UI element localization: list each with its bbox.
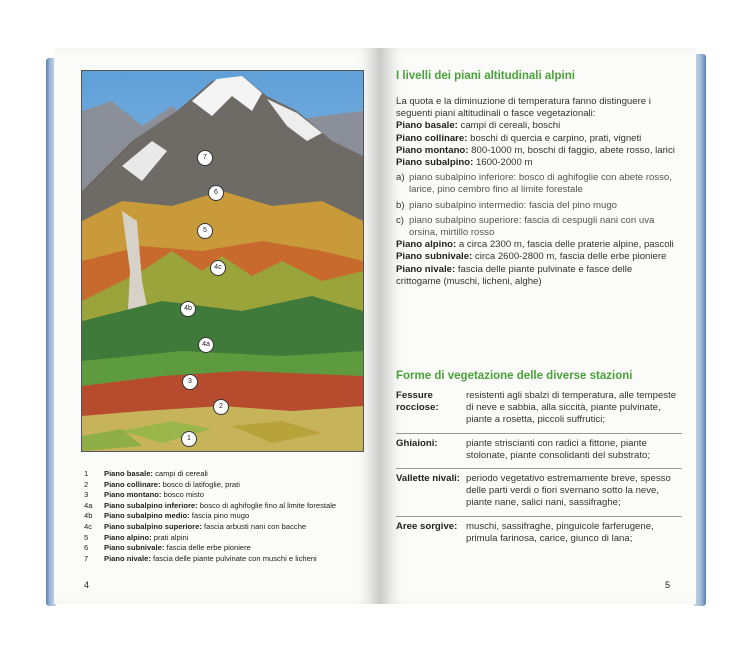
form-description: periodo vegetativo estremamente breve, spesso delle parti verdi o fiori svernano sotto la neve, piante nane, salici nani, sassifraghe; bbox=[466, 473, 671, 509]
level-entry bbox=[396, 239, 676, 251]
sublevel-label: a) bbox=[396, 172, 405, 184]
level-marker: 4c bbox=[210, 260, 226, 276]
row-divider bbox=[396, 433, 682, 434]
legend-entry bbox=[104, 480, 240, 491]
legend-entry bbox=[104, 533, 188, 544]
legend-term: Piano alpino: bbox=[104, 532, 152, 542]
legend-row bbox=[84, 501, 374, 512]
legend-text: fascia delle piante pulvinate con muschi e licheni bbox=[150, 553, 317, 563]
level-term: Piano alpino: bbox=[396, 239, 457, 251]
level-marker: 4b bbox=[180, 301, 196, 317]
legend-entry bbox=[104, 511, 249, 522]
level-text: boschi di quercia e carpino, prati, vigneti bbox=[467, 132, 642, 144]
form-row bbox=[396, 438, 682, 462]
left-page bbox=[54, 48, 380, 604]
level-text: campi di cereali, boschi bbox=[457, 120, 561, 132]
level-marker: 2 bbox=[213, 399, 229, 415]
row-divider bbox=[396, 468, 682, 469]
legend-number: 6 bbox=[84, 543, 89, 553]
levels-list-2 bbox=[396, 239, 676, 288]
legend-number: 3 bbox=[84, 490, 89, 500]
legend-row bbox=[84, 469, 374, 480]
legend-term: Piano collinare: bbox=[104, 479, 161, 489]
form-term: Aree sorgive: bbox=[396, 520, 458, 532]
level-marker: 3 bbox=[182, 374, 198, 390]
page-number-right: 5 bbox=[664, 580, 670, 590]
level-term: Piano collinare: bbox=[396, 132, 468, 144]
legend-row bbox=[84, 511, 374, 522]
legend-row bbox=[84, 543, 374, 554]
legend-number: 4c bbox=[84, 521, 93, 531]
sublevel-text: piano subalpino intermedio: fascia del pino mugo bbox=[409, 199, 617, 211]
sublevel-text: piano subalpino superiore: fascia di cespugli nani con uva orsina, mirtillo rosso bbox=[409, 214, 655, 239]
legend-number: 7 bbox=[84, 553, 89, 563]
levels-text bbox=[396, 96, 676, 288]
level-entry bbox=[396, 157, 676, 169]
legend-text: prati alpini bbox=[151, 532, 189, 542]
form-description: piante striscianti con radici a fittone, piante stolonate, piante consolidanti del substrato; bbox=[466, 437, 651, 461]
legend-text: bosco di aghifoglie fino al limite forestale bbox=[197, 500, 337, 510]
level-marker: 4a bbox=[198, 337, 214, 353]
form-row bbox=[396, 473, 682, 510]
sublevel-text: piano subalpino inferiore: bosco di aghifoglie con abete rosso, larice, pino cembro fino al limite forestale bbox=[409, 172, 672, 196]
page-number-left: 4 bbox=[84, 580, 90, 590]
legend-text: fascia arbusti nani con bacche bbox=[201, 521, 307, 531]
sublevels-list bbox=[396, 172, 676, 239]
form-row bbox=[396, 521, 682, 545]
legend-term: Piano subalpino inferiore: bbox=[104, 500, 198, 510]
legend-row bbox=[84, 533, 374, 544]
legend-text: bosco di latifoglie, prati bbox=[160, 479, 240, 489]
level-entry bbox=[396, 133, 676, 145]
form-description: muschi, sassifraghe, pinguicole farferugene, primula farinosa, carice, giunco di lana; bbox=[466, 520, 654, 544]
form-term: Vallette nivali: bbox=[396, 473, 460, 485]
legend-row bbox=[84, 522, 374, 533]
level-term: Piano basale: bbox=[396, 120, 458, 132]
legend-term: Piano montano: bbox=[104, 490, 162, 500]
legend-row bbox=[84, 490, 374, 501]
sublevel-entry bbox=[396, 215, 676, 239]
level-marker: 1 bbox=[181, 431, 197, 447]
legend-entry bbox=[104, 522, 306, 533]
level-text: a circa 2300 m, fascia delle praterie alpine, pascoli bbox=[456, 239, 674, 251]
level-term: Piano nivale: bbox=[396, 263, 456, 275]
legend-text: bosco misto bbox=[161, 490, 205, 500]
legend-term: Piano subalpino superiore: bbox=[104, 521, 202, 531]
level-term: Piano subalpino: bbox=[396, 157, 474, 169]
legend-number: 4b bbox=[84, 511, 93, 521]
right-page bbox=[380, 48, 696, 604]
form-term: Fessure rocciose: bbox=[396, 390, 439, 414]
legend-entry bbox=[104, 501, 336, 512]
legend-term: Piano subnivale: bbox=[104, 543, 165, 553]
level-entry bbox=[396, 251, 676, 263]
legend-text: fascia delle erbe pioniere bbox=[164, 543, 251, 553]
form-row bbox=[396, 390, 682, 427]
level-marker: 6 bbox=[208, 185, 224, 201]
sublevel-label: c) bbox=[396, 214, 404, 226]
mountain-illustration bbox=[81, 70, 364, 452]
level-term: Piano montano: bbox=[396, 144, 469, 156]
level-entry bbox=[396, 145, 676, 157]
sublevel-entry bbox=[396, 200, 676, 212]
legend-row bbox=[84, 480, 374, 491]
legend-row bbox=[84, 554, 374, 565]
level-marker: 5 bbox=[197, 223, 213, 239]
section-title-levels: I livelli dei piani altitudinali alpini bbox=[396, 70, 575, 82]
legend-term: Piano basale: bbox=[104, 469, 153, 478]
level-text: circa 2600-2800 m, fascia delle erbe pioniere bbox=[472, 251, 667, 263]
level-marker: 7 bbox=[197, 150, 213, 166]
vegetation-forms-table bbox=[396, 390, 682, 551]
level-text: 1600-2000 m bbox=[473, 157, 533, 169]
form-description: resistenti agli sbalzi di temperatura, alle tempeste di neve e sabbia, alla siccità, piante pulvinate, piante a rosetta, piccoli suffrutici; bbox=[466, 390, 677, 426]
levels-list bbox=[396, 120, 676, 169]
sublevel-entry bbox=[396, 172, 676, 196]
form-term: Ghiaioni: bbox=[396, 437, 438, 449]
legend-number: 4a bbox=[84, 500, 93, 510]
legend-term: Piano nivale: bbox=[104, 553, 151, 563]
legend-entry bbox=[104, 490, 204, 501]
level-entry bbox=[396, 120, 676, 132]
level-markers bbox=[82, 71, 363, 451]
legend-number: 2 bbox=[84, 479, 89, 489]
section-title-forms: Forme di vegetazione delle diverse stazioni bbox=[396, 370, 633, 382]
legend-entry bbox=[104, 469, 208, 480]
level-text: 800-1000 m, boschi di faggio, abete rosso, larici bbox=[468, 144, 675, 156]
level-term: Piano subnivale: bbox=[396, 251, 473, 263]
legend-number: 5 bbox=[84, 532, 89, 542]
sublevel-label: b) bbox=[396, 199, 405, 211]
legend-entry bbox=[104, 554, 317, 565]
intro-paragraph: La quota e la diminuzione di temperatura fanno distinguere i seguenti piani altitudinali o fasce vegetazionali: bbox=[396, 96, 651, 120]
legend-text: campi di cereali bbox=[152, 469, 208, 478]
row-divider bbox=[396, 516, 682, 517]
open-book bbox=[46, 40, 706, 610]
legend-entry bbox=[104, 543, 251, 554]
level-entry bbox=[396, 264, 676, 288]
legend-number: 1 bbox=[84, 469, 89, 478]
legend-term: Piano subalpino medio: bbox=[104, 511, 190, 521]
legend bbox=[84, 469, 374, 564]
level-text: fascia delle piante pulvinate e fasce delle crittogame (muschi, licheni, alghe) bbox=[396, 263, 633, 287]
legend-text: fascia pino mugo bbox=[189, 511, 250, 521]
